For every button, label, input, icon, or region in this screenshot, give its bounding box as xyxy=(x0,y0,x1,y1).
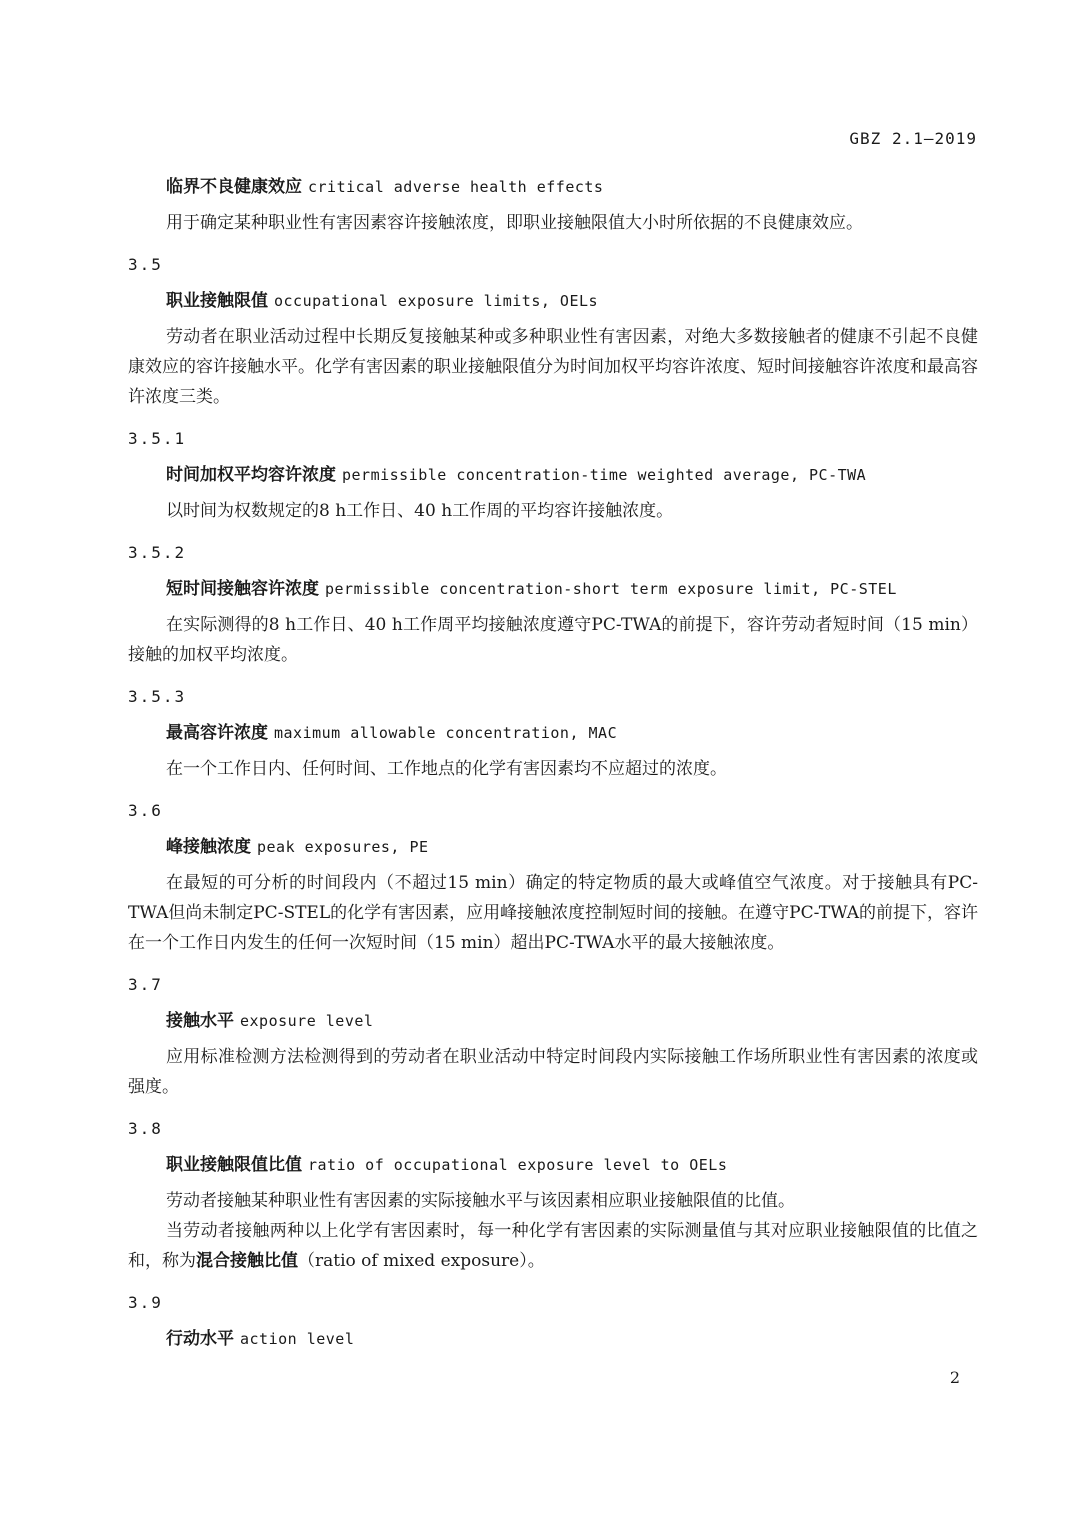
term-definition: 劳动者接触某种职业性有害因素的实际接触水平与该因素相应职业接触限值的比值。 xyxy=(166,1191,795,1211)
term-definition: 应用标准检测方法检测得到的劳动者在职业活动中特定时间段内实际接触工作场所职业性有害因素的浓度或强度。 xyxy=(128,1047,978,1097)
term-english: exposure level xyxy=(240,1012,374,1030)
section-number: 3.5.1 xyxy=(128,429,187,448)
definition-text: 当劳动者接触两种以上化学有害因素时，每一种化学有害因素的实际测量值与其对应职业接触限值的比值之和，称为 xyxy=(128,1221,978,1271)
section-number: 3.5.3 xyxy=(128,687,187,706)
term-definition: 在最短的可分析的时间段内（不超过15 min）确定的特定物质的最大或峰值空气浓度。对于接触具有PC-TWA但尚未制定PC-STEL的化学有害因素，应用峰接触浓度控制短时间的接触。在遵守PC-TWA的前提下，容许在一个工作日内发生的任何一次短时间（15 min）超出PC-TWA水平的最大接触浓度。 xyxy=(128,873,978,953)
term-definition: 以时间为权数规定的8 h工作日、40 h工作周的平均容许接触浓度。 xyxy=(166,501,674,521)
term-definition-continued xyxy=(128,1216,978,1276)
mixed-exposure-ratio-term: 混合接触比值 xyxy=(196,1251,298,1271)
term-chinese: 时间加权平均容许浓度 xyxy=(166,465,336,485)
term-chinese: 行动水平 xyxy=(166,1329,234,1349)
term-chinese: 接触水平 xyxy=(166,1011,234,1031)
term-chinese: 最高容许浓度 xyxy=(166,723,268,743)
section-number: 3.7 xyxy=(128,975,163,994)
term-definition: 劳动者在职业活动过程中长期反复接触某种或多种职业性有害因素，对绝大多数接触者的健康不引起不良健康效应的容许接触水平。化学有害因素的职业接触限值分为时间加权平均容许浓度、短时间接触容许浓度和最高容许浓度三类。 xyxy=(128,327,978,407)
term-heading xyxy=(128,284,978,318)
term-heading xyxy=(128,1322,978,1356)
section-number: 3.5.2 xyxy=(128,543,187,562)
section-number: 3.9 xyxy=(128,1293,163,1312)
term-english: ratio of occupational exposure level to OELs xyxy=(308,1156,728,1174)
standard-code-header: GBZ 2.1—2019 xyxy=(849,129,977,148)
term-heading xyxy=(128,830,978,864)
term-chinese: 职业接触限值 xyxy=(166,291,268,311)
term-english: critical adverse health effects xyxy=(308,178,604,196)
term-chinese: 职业接触限值比值 xyxy=(166,1155,302,1175)
term-chinese: 峰接触浓度 xyxy=(166,837,251,857)
term-chinese: 临界不良健康效应 xyxy=(166,177,302,197)
term-heading xyxy=(128,1004,978,1038)
term-chinese: 短时间接触容许浓度 xyxy=(166,579,319,599)
term-heading xyxy=(128,1148,978,1182)
definition-text: （ratio of mixed exposure）。 xyxy=(298,1251,545,1271)
term-english: maximum allowable concentration, MAC xyxy=(274,724,618,742)
section-number: 3.8 xyxy=(128,1119,163,1138)
term-heading xyxy=(128,170,978,204)
term-english: peak exposures, PE xyxy=(257,838,429,856)
term-heading xyxy=(128,458,978,492)
document-body xyxy=(128,170,978,1356)
term-definition: 在实际测得的8 h工作日、40 h工作周平均接触浓度遵守PC-TWA的前提下，容许劳动者短时间（15 min）接触的加权平均浓度。 xyxy=(128,615,978,665)
term-heading xyxy=(128,572,978,606)
term-english: action level xyxy=(240,1330,355,1348)
term-definition: 在一个工作日内、任何时间、工作地点的化学有害因素均不应超过的浓度。 xyxy=(166,759,727,779)
term-heading xyxy=(128,716,978,750)
section-number: 3.5 xyxy=(128,255,163,274)
term-english: permissible concentration-time weighted average, PC-TWA xyxy=(342,466,867,484)
term-english: permissible concentration-short term exposure limit, PC-STEL xyxy=(325,580,897,598)
term-definition: 用于确定某种职业性有害因素容许接触浓度，即职业接触限值大小时所依据的不良健康效应。 xyxy=(166,213,863,233)
term-english: occupational exposure limits, OELs xyxy=(274,292,599,310)
section-number: 3.6 xyxy=(128,801,163,820)
page-number: 2 xyxy=(949,1368,960,1387)
